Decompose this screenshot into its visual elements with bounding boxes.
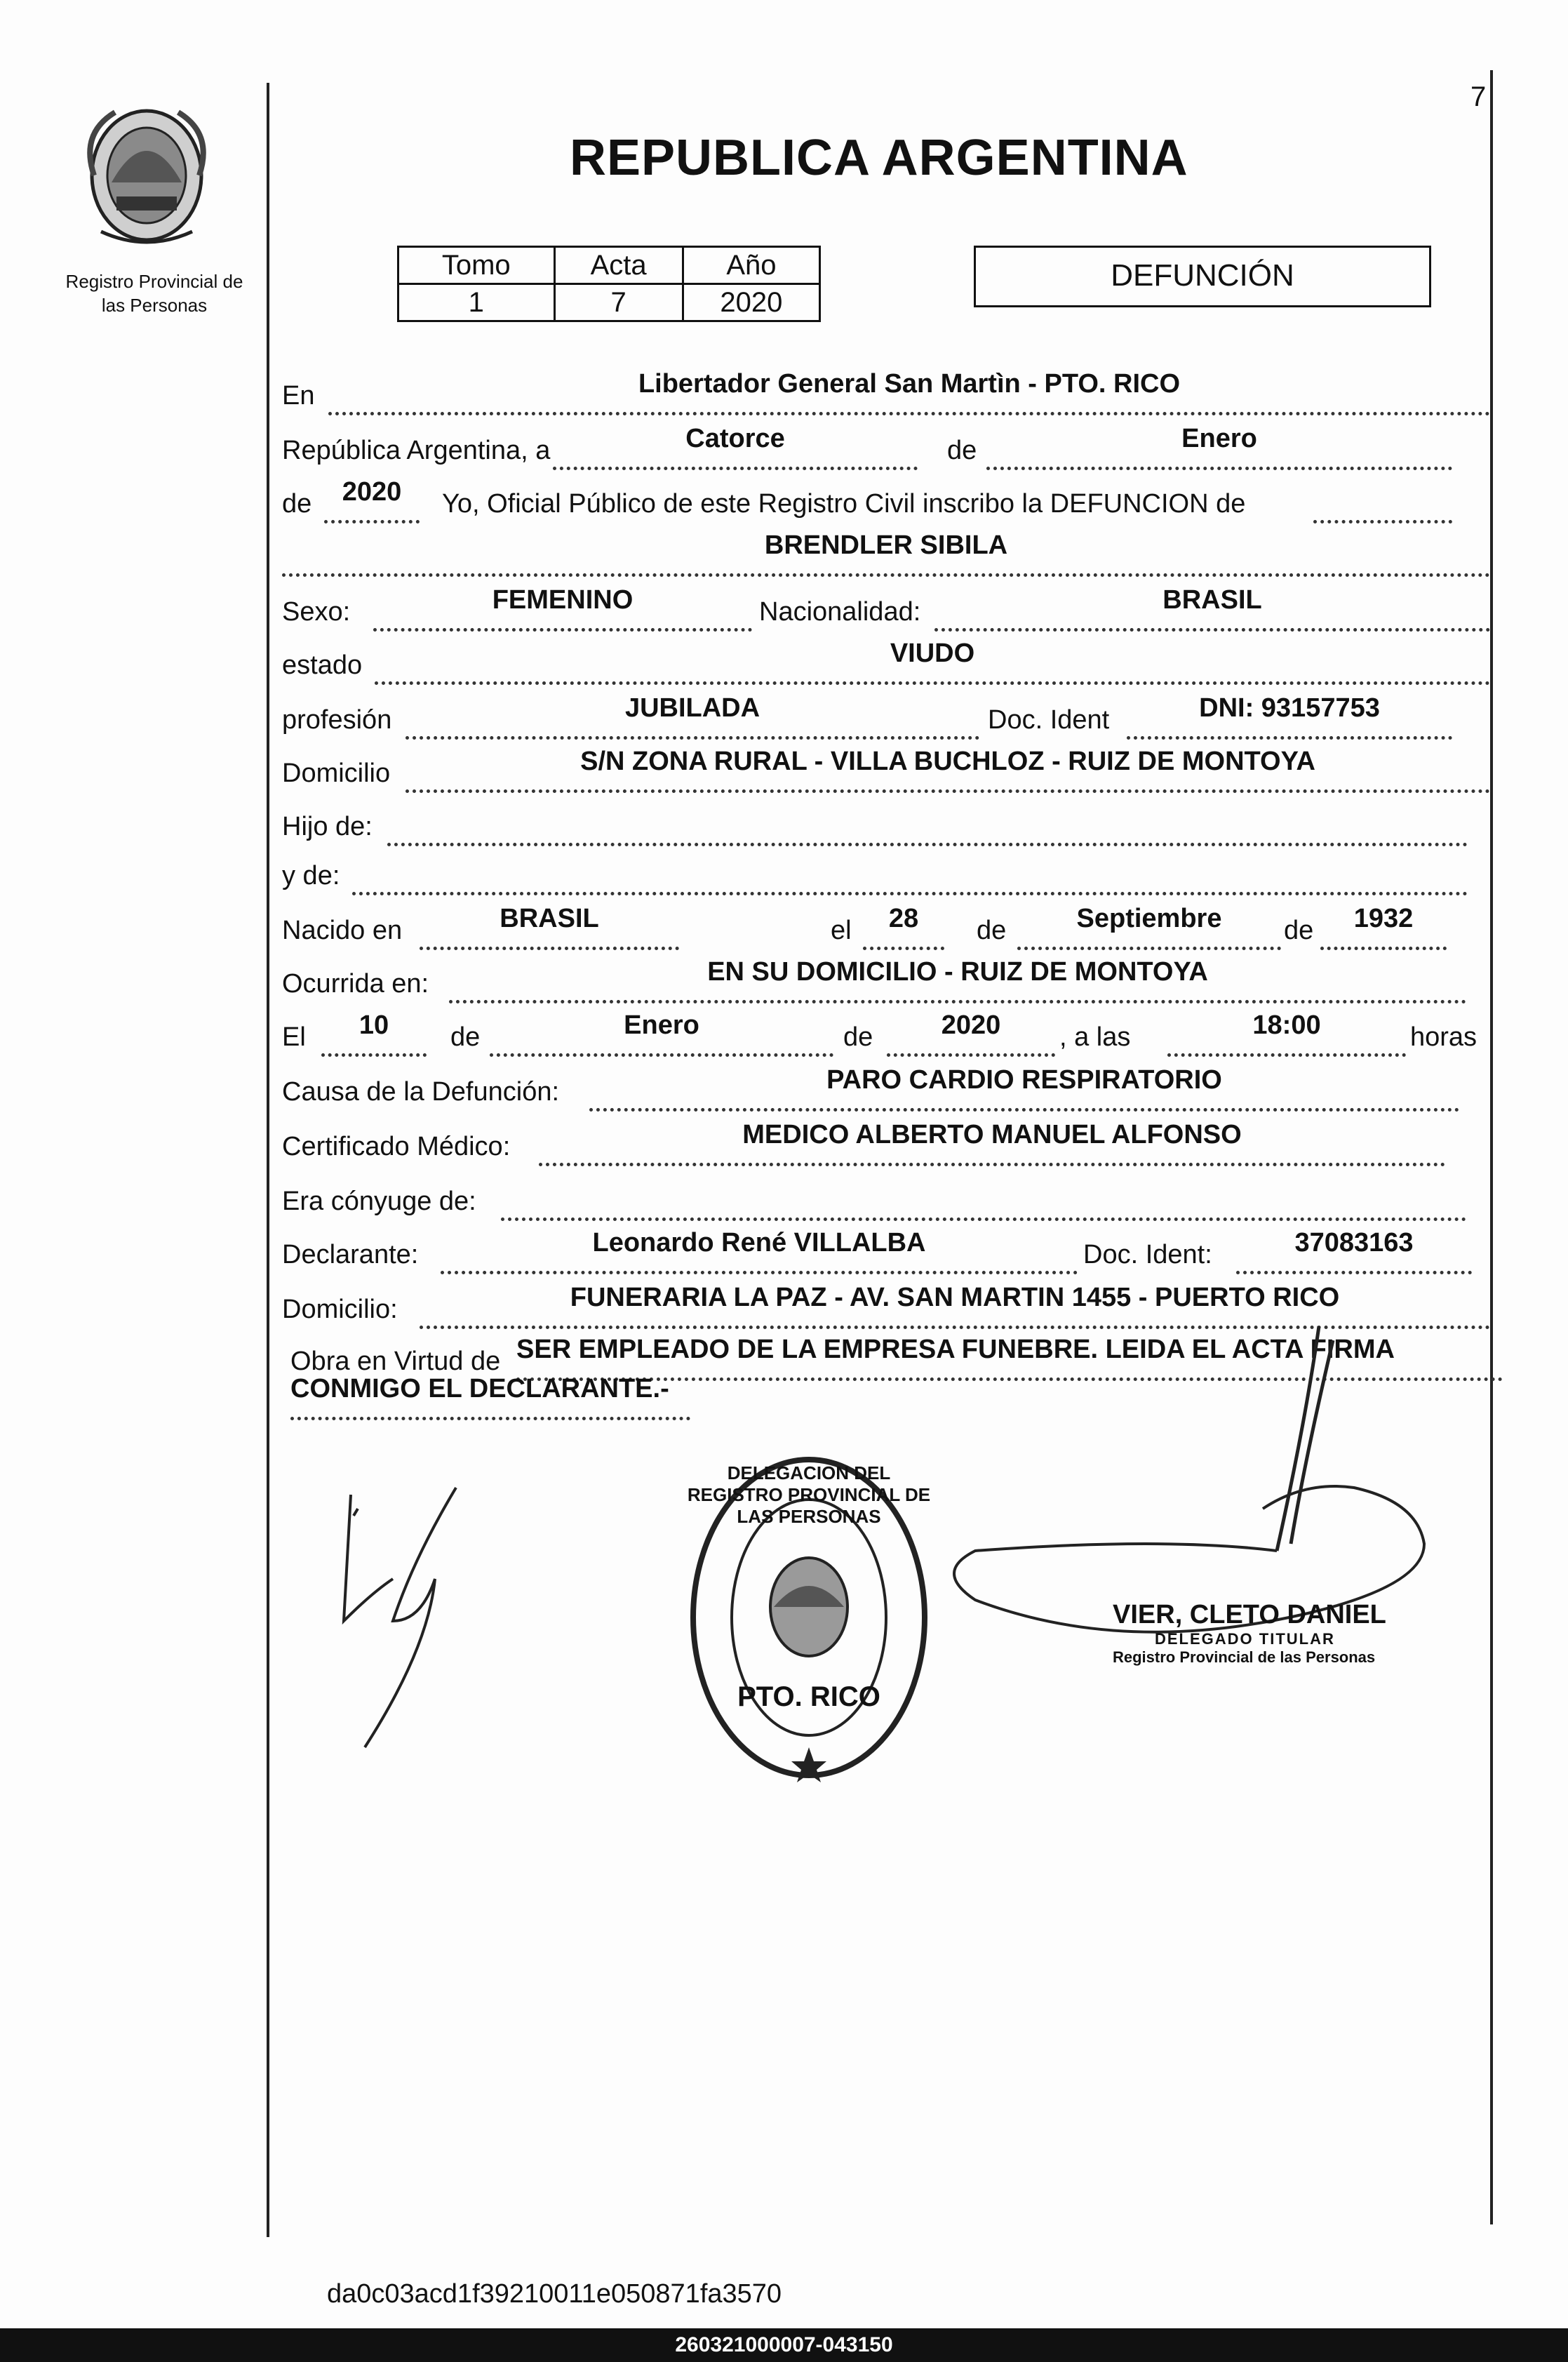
mes-field: Enero [986,427,1452,470]
de-label: de [947,436,977,465]
row-nombre [282,531,1490,578]
nombre-field: BRENDLER SIBILA [282,534,1490,577]
def-hora-field: 18:00 [1167,1014,1406,1057]
official-office: Registro Provincial de las Personas [1113,1648,1376,1666]
nacionalidad-field: BRASIL [934,589,1490,632]
obra-field-line1: SER EMPLEADO DE LA EMPRESA FUNEBRE. LEIDA EL ACTA FIRMA [516,1338,1503,1381]
domicilio-field: S/N ZONA RURAL - VILLA BUCHLOZ - RUIZ DE MONTOYA [406,750,1490,793]
sexo-label: Sexo: [282,597,351,627]
acta-value: 7 [554,284,683,321]
row-obra-2 [282,1374,984,1422]
tomo-header: Tomo [398,247,555,284]
row-fecha [282,424,1490,472]
stamp-center-text: PTO. RICO [737,1681,880,1712]
doc-ident-label: Doc. Ident [988,705,1110,735]
decl-domicilio-field: FUNERARIA LA PAZ - AV. SAN MARTIN 1455 - PUERTO RICO [420,1286,1490,1329]
conyuge-field [501,1178,1466,1221]
declarant-signature [330,1474,512,1754]
declarante-label: Declarante: [282,1240,419,1269]
el-label: el [831,916,852,945]
tomo-value: 1 [398,284,555,321]
row-yde [282,855,1490,897]
row-hijo [282,806,1490,848]
republica-label: República Argentina, a [282,436,551,465]
nacido-de-label-2: de [1284,916,1314,945]
estado-field: VIUDO [375,642,1490,685]
hijo-field [387,803,1468,846]
footer-bar [0,2328,1568,2362]
sexo-field: FEMENINO [373,589,752,632]
decl-domicilio-label: Domicilio: [282,1295,398,1324]
row-fecha-defuncion [282,1010,1490,1058]
acta-header: Acta [554,247,683,284]
def-dia-field: 10 [321,1014,427,1057]
conyuge-label: Era cónyuge de: [282,1187,476,1216]
row-profesion [282,693,1490,741]
row-ocurrida [282,957,1490,1005]
estado-label: estado [282,650,363,680]
decl-doc-label: Doc. Ident: [1083,1240,1212,1269]
yo-text: Yo, Oficial Público de este Registro Civil inscribo la DEFUNCION de [442,489,1246,519]
declarante-field: Leonardo René VILLALBA [441,1232,1078,1274]
obra-label: Obra en Virtud de [290,1347,501,1376]
def-de-label-1: de [450,1022,481,1052]
document-type-box: DEFUNCIÓN [974,246,1431,307]
doc-ident-field: DNI: 93157753 [1127,697,1452,740]
row-domicilio [282,747,1490,794]
blank-field [1313,481,1452,523]
row-anio [282,477,1490,525]
right-margin-rule [1490,70,1493,2224]
ocurrida-field: EN SU DOMICILIO - RUIZ DE MONTOYA [449,961,1466,1003]
row-declarante [282,1228,1490,1276]
en-label: En [282,381,315,411]
row-conyuge [282,1180,1490,1222]
stamp-ring-text: DELEGACION DEL REGISTRO PROVINCIAL DE LAS PERSONAS [687,1462,931,1527]
causa-label: Causa de la Defunción: [282,1077,560,1107]
page-number: 7 [1470,81,1487,112]
hijo-label: Hijo de: [282,812,373,841]
nacido-dia-field: 28 [863,907,944,950]
anio-de-label: de [282,489,312,519]
official-name: VIER, CLETO DANIEL [1113,1600,1386,1629]
registry-table [397,246,821,322]
yde-label: y de: [282,861,340,890]
anio-field: 2020 [324,481,420,523]
document-hash: da0c03acd1f39210011e050871fa3570 [327,2279,782,2309]
row-en [282,369,1490,417]
left-margin-rule [267,83,269,2237]
certificado-label: Certificado Médico: [282,1132,511,1161]
official-stamp [1113,1600,1442,1667]
nacionalidad-label: Nacionalidad: [759,597,921,627]
registry-name-line1: Registro Provincial de [65,271,243,292]
nacido-en-field: BRASIL [420,907,679,950]
el2-label: El [282,1022,306,1052]
causa-field: PARO CARDIO RESPIRATORIO [589,1069,1459,1112]
registry-stamp [686,1453,932,1782]
anio-value: 2020 [683,284,819,321]
row-estado [282,639,1490,686]
dia-field: Catorce [553,427,918,470]
page-title: REPUBLICA ARGENTINA [570,130,1188,186]
profesion-field: JUBILADA [406,697,979,740]
yde-field [352,853,1468,895]
footer-code: 260321000007-043150 [675,2333,893,2356]
horas-label: horas [1410,1022,1477,1052]
nacido-de-label-1: de [977,916,1007,945]
profesion-label: profesión [282,705,392,735]
row-sexo [282,585,1490,633]
domicilio-label: Domicilio [282,759,391,788]
certificado-field: MEDICO ALBERTO MANUEL ALFONSO [539,1123,1445,1166]
ocurrida-label: Ocurrida en: [282,969,429,999]
nacido-label: Nacido en [282,916,403,945]
obra-field-line2: CONMIGO EL DECLARANTE.- [290,1377,690,1420]
en-field: Libertador General San Martìn - PTO. RICO [328,373,1490,415]
registry-name-line2: las Personas [101,295,208,316]
def-de-label-2: de [843,1022,873,1052]
row-causa [282,1065,1490,1113]
nacido-anio-field: 1932 [1320,907,1447,950]
anio-header: Año [683,247,819,284]
row-certificado [282,1120,1490,1168]
row-nacido [282,904,1490,952]
official-title: DELEGADO TITULAR [1155,1630,1335,1648]
nacido-mes-field: Septiembre [1017,907,1281,950]
alas-label: , a las [1059,1022,1131,1052]
misiones-emblem-icon [73,91,220,253]
provincial-seal [73,91,220,253]
decl-doc-field: 37083163 [1236,1232,1472,1274]
def-mes-field: Enero [490,1014,833,1057]
def-anio-field: 2020 [887,1014,1055,1057]
